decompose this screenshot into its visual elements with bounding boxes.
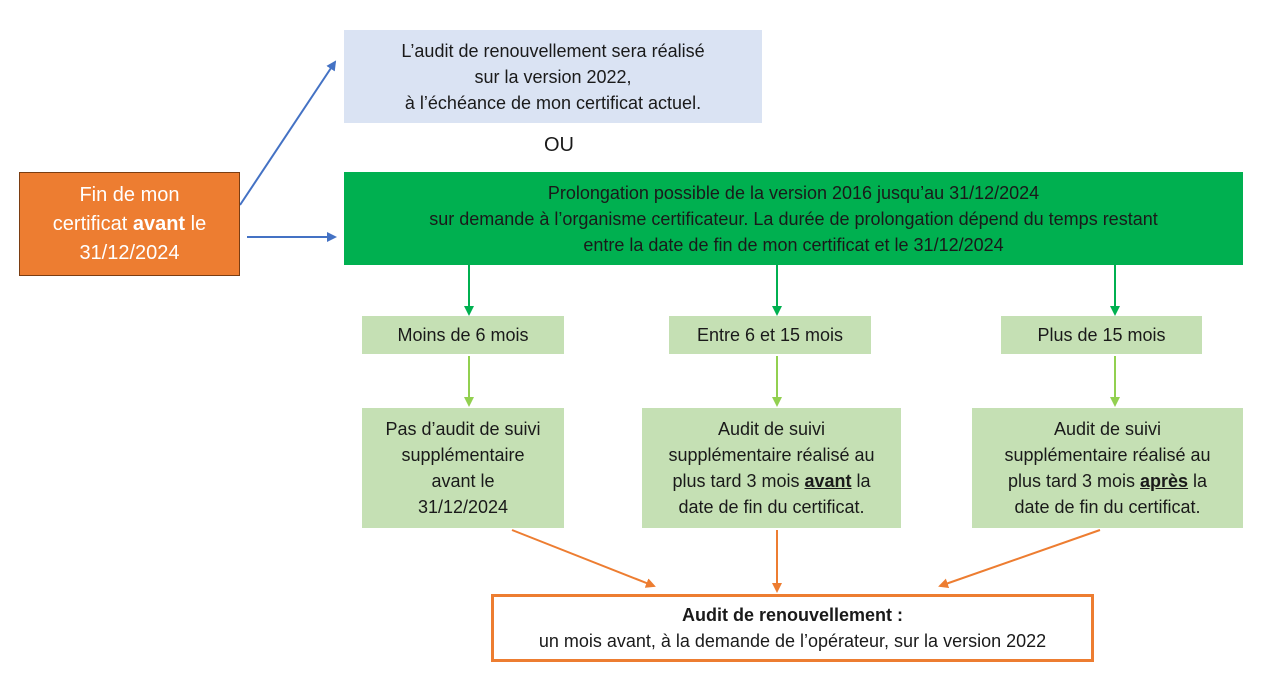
- start-line-2-before: certificat: [52, 212, 133, 235]
- result-line-bold: après: [1140, 471, 1189, 491]
- result-line: supplémentaire: [401, 445, 525, 465]
- renew-line-3: à l’échéance de mon certificat actuel.: [404, 92, 702, 113]
- result-line: Pas d’audit de suivi: [385, 419, 541, 439]
- result-line: Audit de suivi: [717, 419, 826, 439]
- final-title: Audit de renouvellement :: [681, 605, 904, 625]
- result-line: [672, 468, 870, 494]
- start-line-2-bold: avant: [132, 212, 186, 235]
- result-line-before: plus tard 3 mois: [672, 471, 805, 491]
- renew-line-2: sur la version 2022,: [474, 66, 632, 87]
- option-label: Entre 6 et 15 mois: [696, 325, 844, 345]
- start-line-1: Fin de mon: [79, 183, 180, 206]
- renew-line-1: L’audit de renouvellement sera réalisé: [401, 40, 705, 61]
- option-less-6-months: [362, 316, 564, 354]
- result-line: avant le: [431, 471, 495, 491]
- result-line-before: plus tard 3 mois: [1007, 471, 1140, 491]
- result-line: date de fin du certificat.: [1014, 497, 1201, 517]
- option-label: Plus de 15 mois: [1037, 325, 1166, 345]
- start-line-3: 31/12/2024: [79, 241, 180, 264]
- result-followup-after: [972, 408, 1243, 528]
- prolong-line-2: sur demande à l’organisme certificateur. La durée de prolongation dépend du temps restant: [429, 208, 1158, 229]
- renewal-2022-box: [344, 30, 762, 123]
- result-line-after: la: [1188, 471, 1208, 491]
- option-label: Moins de 6 mois: [397, 325, 529, 345]
- prolong-line-1: Prolongation possible de la version 2016 jusqu’au 31/12/2024: [547, 182, 1040, 203]
- result-line: 31/12/2024: [417, 497, 509, 517]
- final-subtitle: un mois avant, à la demande de l’opérateur, sur la version 2022: [538, 631, 1047, 651]
- result-line: date de fin du certificat.: [678, 497, 865, 517]
- arrow-res3-to-final: [940, 530, 1100, 586]
- result-no-followup-audit: [362, 408, 564, 528]
- option-more-15-months: [1001, 316, 1202, 354]
- result-line-after: la: [851, 471, 871, 491]
- or-label: OU: [544, 134, 574, 156]
- start-line-2: [53, 210, 206, 239]
- result-line-bold: avant: [804, 471, 852, 491]
- result-line: supplémentaire réalisé au: [668, 445, 875, 465]
- final-renewal-audit-box: [491, 594, 1094, 662]
- certificate-end-before-box: [19, 172, 240, 276]
- result-line: [1008, 468, 1207, 494]
- result-line: Audit de suivi: [1053, 419, 1162, 439]
- start-line-2-after: le: [185, 212, 207, 235]
- arrow-res1-to-final: [512, 530, 654, 586]
- prolong-line-3: entre la date de fin de mon certificat et le 31/12/2024: [583, 234, 1004, 255]
- result-followup-before: [642, 408, 901, 528]
- result-line: supplémentaire réalisé au: [1004, 445, 1211, 465]
- prolongation-box: [344, 172, 1243, 265]
- option-6-to-15-months: [669, 316, 871, 354]
- arrow-start-to-renew: [240, 62, 335, 205]
